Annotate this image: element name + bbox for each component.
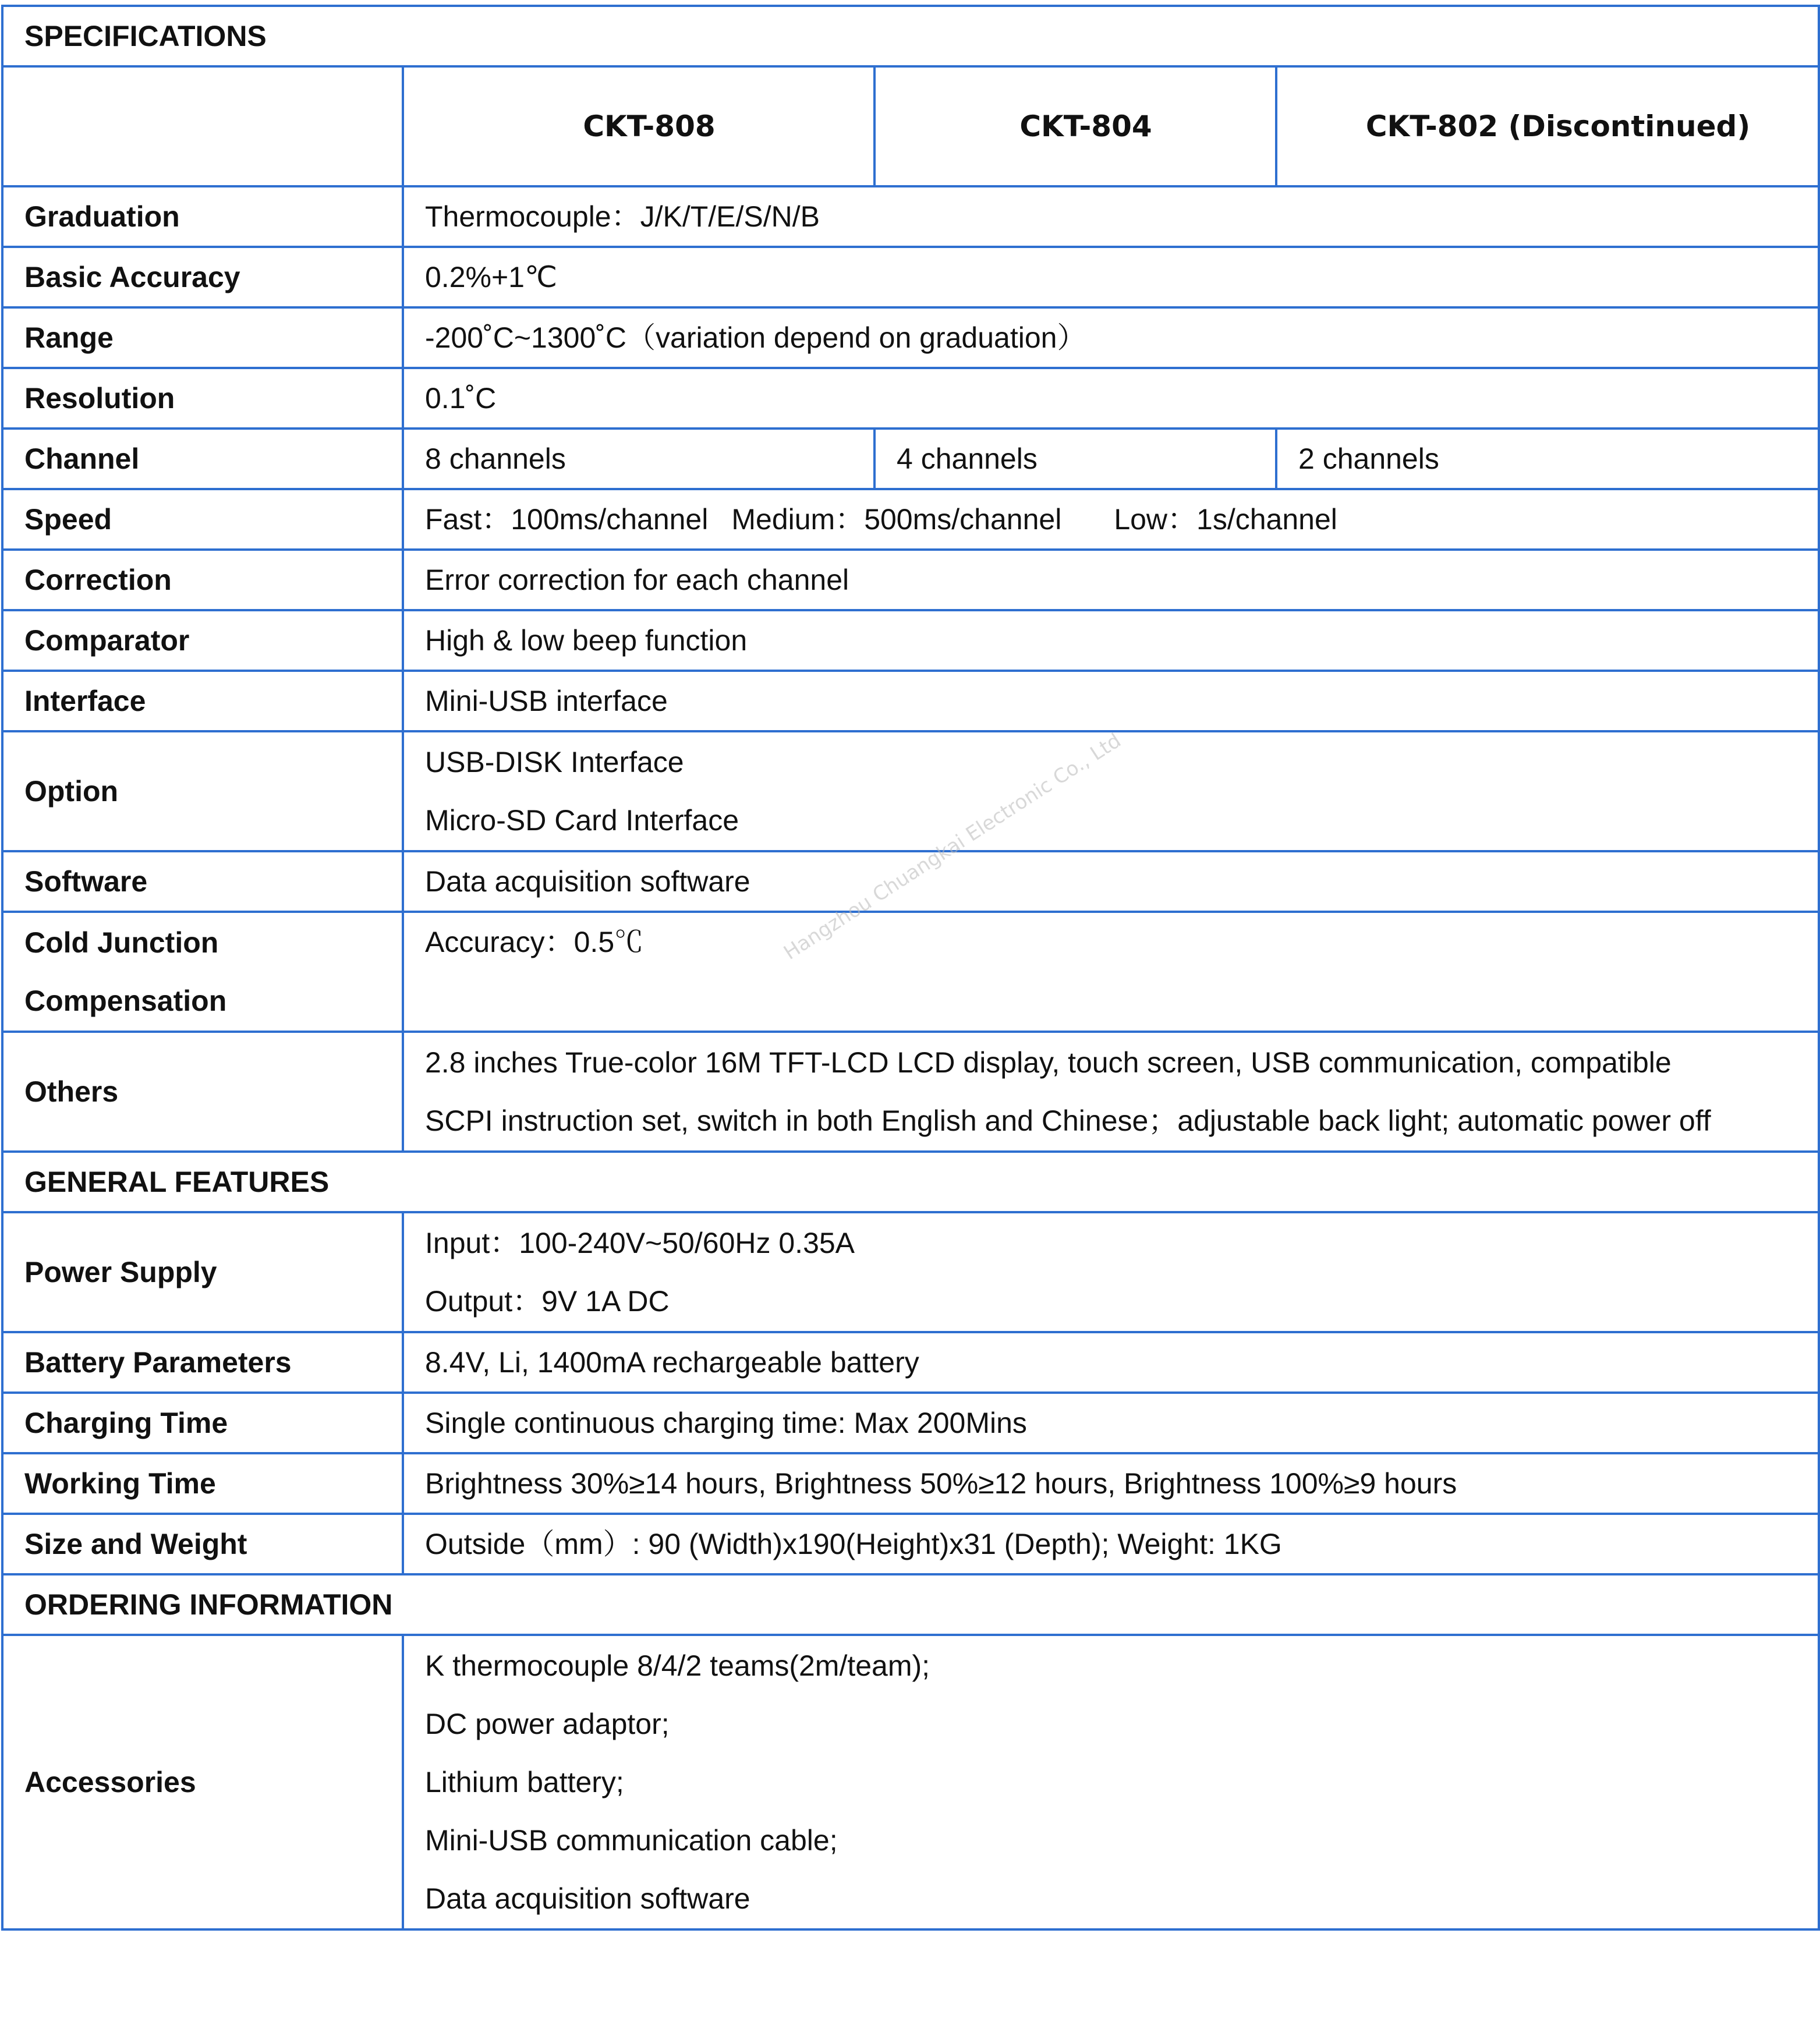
label-speed: Speed [2,489,403,550]
model-header-blank [2,66,403,186]
row-option [2,731,1819,851]
label-software: Software [2,851,403,912]
specification-table [1,5,1820,1931]
row-cold-junction [2,912,1819,1032]
label-size-weight: Size and Weight [2,1514,403,1574]
row-resolution [2,368,1819,429]
value-software: Data acquisition software [403,851,1819,912]
value-working-time: Brightness 30%≥14 hours, Brightness 50%≥12 hours, Brightness 100%≥9 hours [403,1453,1819,1514]
row-range [2,307,1819,368]
value-channel-ckt-808: 8 channels [403,429,874,489]
row-charging-time [2,1393,1819,1453]
label-graduation: Graduation [2,186,403,247]
label-interface: Interface [2,671,403,731]
value-comparator: High & low beep function [403,610,1819,671]
row-channel [2,429,1819,489]
accessory-item: K thermocouple 8/4/2 teams(2m/team); [425,1649,930,1682]
accessory-item: DC power adaptor; [425,1708,670,1740]
power-output: Output：9V 1A DC [425,1285,670,1318]
value-size-weight: Outside（mm）: 90 (Width)x190(Height)x31 (Depth); Weight: 1KG [403,1514,1819,1574]
accessory-item: Mini-USB communication cable; [425,1824,838,1857]
value-graduation: Thermocouple：J/K/T/E/S/N/B [403,186,1819,247]
power-input: Input：100-240V~50/60Hz 0.35A [425,1227,855,1259]
others-line: 2.8 inches True-color 16M TFT-LCD LCD display, touch screen, USB communication, compatible [425,1046,1672,1079]
row-correction [2,550,1819,610]
model-header-ckt-802: CKT-802 (Discontinued) [1276,66,1819,186]
value-range: -200˚C~1300˚C（variation depend on graduation） [403,307,1819,368]
section-title-general-features: GENERAL FEATURES [2,1152,1819,1212]
speed-fast: Fast：100ms/channel [425,503,709,536]
label-working-time: Working Time [2,1453,403,1514]
label-charging-time: Charging Time [2,1393,403,1453]
row-size-weight [2,1514,1819,1574]
option-line: USB-DISK Interface [425,746,684,778]
cold-junction-label-line: Cold Junction [24,926,219,959]
label-channel: Channel [2,429,403,489]
row-battery [2,1332,1819,1393]
row-working-time [2,1453,1819,1514]
section-title-specifications: SPECIFICATIONS [2,6,1819,66]
row-accuracy [2,247,1819,307]
label-accessories: Accessories [2,1635,403,1929]
value-correction: Error correction for each channel [403,550,1819,610]
value-channel-ckt-802: 2 channels [1276,429,1819,489]
company-watermark: Hangzhou Chuangkai Electronic Co., Ltd [780,728,1125,965]
row-accessories [2,1635,1819,1929]
value-power-supply [403,1212,1819,1332]
cold-junction-value: Accuracy：0.5℃ [425,926,644,958]
value-battery: 8.4V, Li, 1400mA rechargeable battery [403,1332,1819,1393]
label-accuracy: Basic Accuracy [2,247,403,307]
value-speed [403,489,1819,550]
label-resolution: Resolution [2,368,403,429]
model-header-ckt-808: CKT-808 [403,66,874,186]
accessory-item: Data acquisition software [425,1882,750,1915]
label-option: Option [2,731,403,851]
accessory-item: Lithium battery; [425,1766,624,1798]
row-interface [2,671,1819,731]
label-battery: Battery Parameters [2,1332,403,1393]
cold-junction-label-line: Compensation [24,985,227,1017]
label-range: Range [2,307,403,368]
others-line: SCPI instruction set, switch in both English and Chinese；adjustable back light; automatic power off [425,1104,1711,1137]
label-power-supply: Power Supply [2,1212,403,1332]
label-comparator: Comparator [2,610,403,671]
row-speed [2,489,1819,550]
value-resolution: 0.1˚C [403,368,1819,429]
option-line: Micro-SD Card Interface [425,804,739,837]
row-graduation [2,186,1819,247]
model-header-ckt-804: CKT-804 [874,66,1276,186]
label-others: Others [2,1032,403,1152]
value-accuracy: 0.2%+1℃ [403,247,1819,307]
value-cold-junction [403,912,1819,1032]
value-interface: Mini-USB interface [403,671,1819,731]
value-others [403,1032,1819,1152]
label-cold-junction [2,912,403,1032]
row-power-supply [2,1212,1819,1332]
value-accessories [403,1635,1819,1929]
value-charging-time: Single continuous charging time: Max 200Mins [403,1393,1819,1453]
label-correction: Correction [2,550,403,610]
value-channel-ckt-804: 4 channels [874,429,1276,489]
speed-low: Low：1s/channel [1114,503,1337,536]
section-title-ordering-information: ORDERING INFORMATION [2,1574,1819,1635]
speed-medium: Medium：500ms/channel [731,503,1062,536]
row-others [2,1032,1819,1152]
row-comparator [2,610,1819,671]
